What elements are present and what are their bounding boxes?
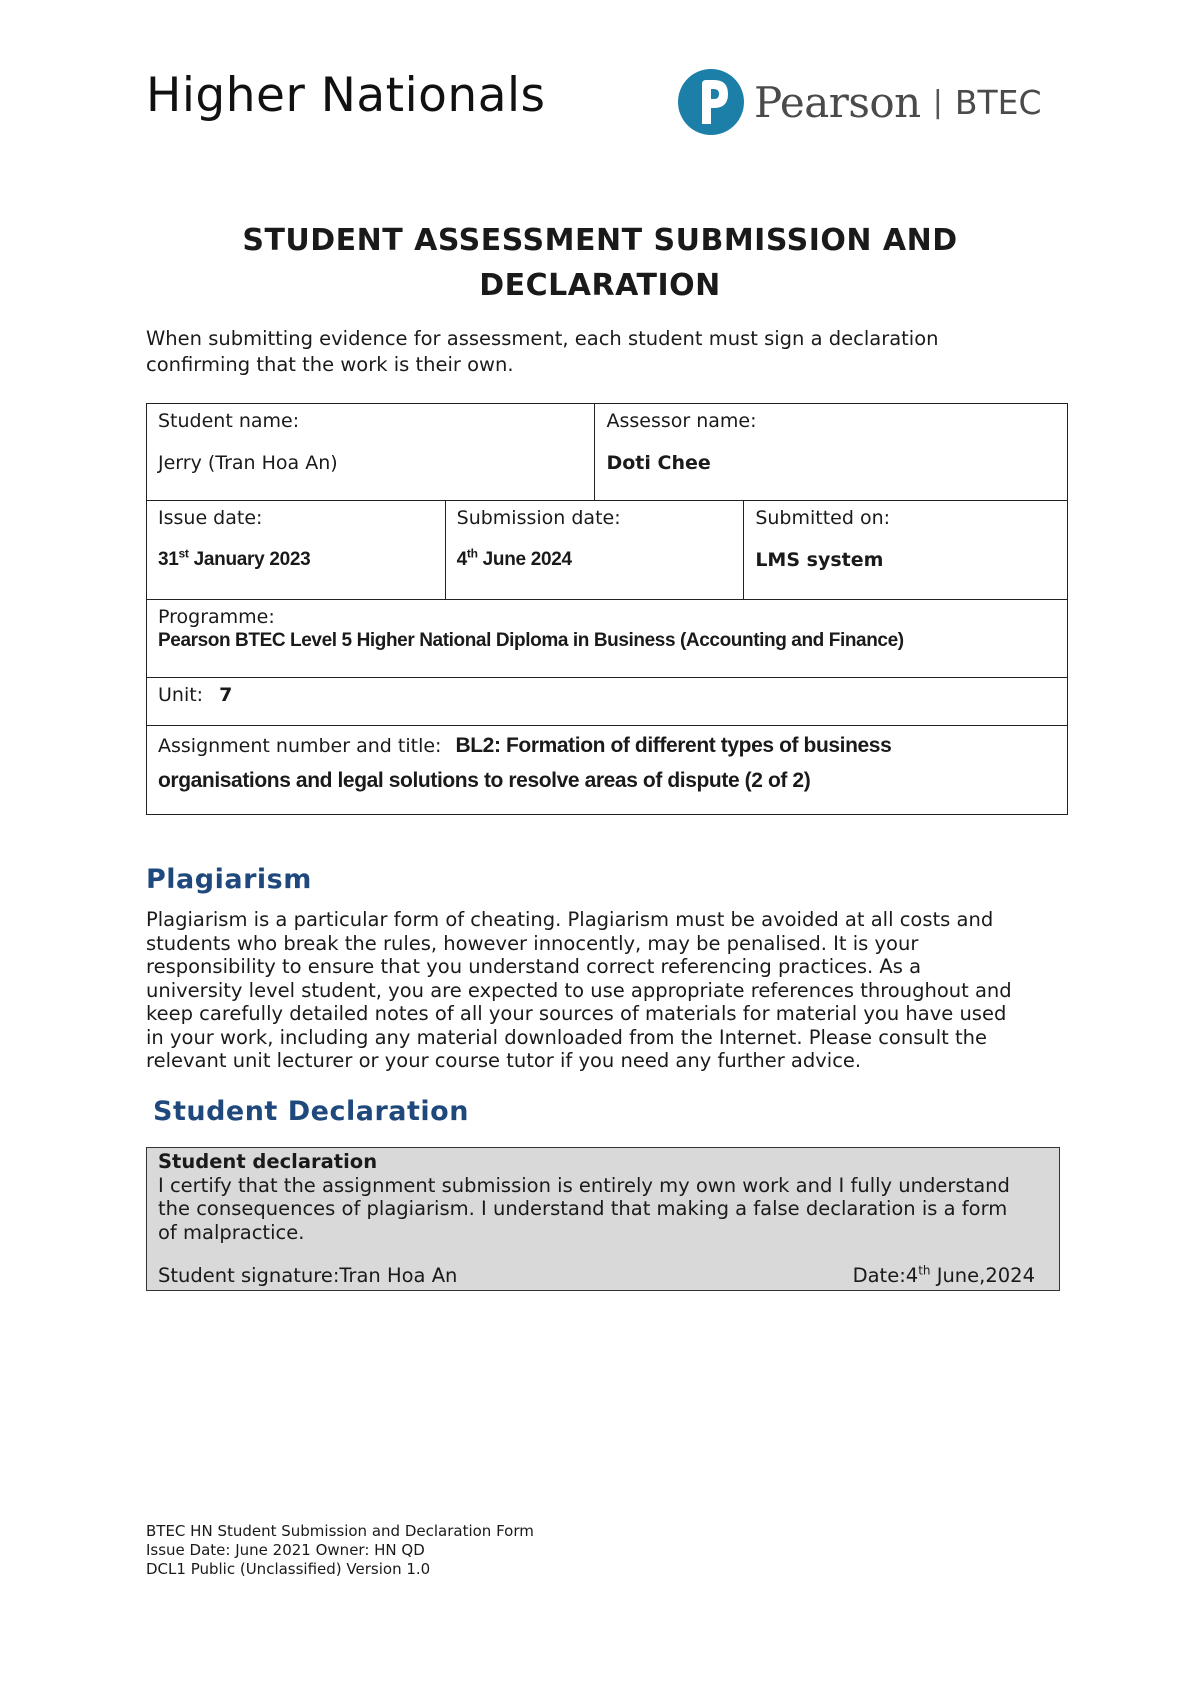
assignment-cell [147, 726, 1068, 815]
document-title-line1: STUDENT ASSESSMENT SUBMISSION AND [242, 223, 958, 258]
issue-date-day: 31 [158, 549, 179, 570]
intro-paragraph [146, 326, 1006, 378]
submission-date-rest: June 2024 [477, 549, 572, 570]
declaration-date-suffix: th [918, 1263, 931, 1278]
issue-date-rest: January 2023 [188, 549, 311, 570]
header-title: Higher Nationals [146, 68, 546, 123]
issue-date-value [158, 546, 434, 571]
logo-brand-text: Pearson [754, 77, 921, 127]
plagiarism-line: students who break the rules, however innocently, may be penalised. It is your [146, 931, 919, 955]
student-name-cell [147, 404, 595, 501]
pearson-btec-logo [678, 64, 1042, 140]
assignment-title-line2: organisations and legal solutions to resolve areas of dispute (2 of 2) [158, 769, 811, 792]
footer-line: DCL1 Public (Unclassified) Version 1.0 [146, 1560, 431, 1578]
submission-date-label: Submission date: [456, 507, 621, 529]
unit-value: 7 [219, 684, 233, 706]
plagiarism-line: university level student, you are expected to use appropriate references throughout and [146, 978, 1012, 1002]
assessor-name-label: Assessor name: [606, 410, 757, 432]
student-name-value: Jerry (Tran Hoa An) [158, 452, 338, 474]
submission-date-value [456, 546, 733, 571]
assignment-title-line1: BL2: Formation of different types of business [455, 734, 892, 757]
declaration-date-prefix: Date:4 [852, 1264, 919, 1287]
unit-label: Unit: [158, 684, 204, 706]
plagiarism-line: responsibility to ensure that you understand correct referencing practices. As a [146, 955, 922, 978]
student-signature: Student signature:Tran Hoa An [158, 1264, 458, 1287]
submission-date-day: 4 [456, 549, 467, 570]
issue-date-label: Issue date: [158, 507, 263, 529]
plagiarism-line: in your work, including any material downloaded from the Internet. Please consult the [146, 1025, 987, 1049]
student-name-label: Student name: [158, 410, 300, 432]
plagiarism-heading: Plagiarism [146, 864, 312, 895]
declaration-box-title: Student declaration [158, 1150, 378, 1173]
assignment-label: Assignment number and title: [158, 735, 442, 757]
declaration-date-rest: June,2024 [930, 1264, 1035, 1287]
submitted-on-label: Submitted on: [755, 507, 891, 529]
submission-date-cell [445, 501, 744, 600]
logo-sub-text: BTEC [954, 82, 1042, 122]
plagiarism-paragraph [146, 908, 1066, 1073]
logo-separator: | [932, 84, 943, 120]
issue-date-cell [147, 501, 446, 600]
intro-line: confirming that the work is their own. [146, 353, 514, 376]
declaration-box [146, 1147, 1060, 1291]
assessor-name-value: Doti Chee [606, 452, 711, 474]
declaration-line: the consequences of plagiarism. I understand that making a false declaration is a form [158, 1197, 1008, 1220]
submission-form-table [146, 403, 1068, 815]
footer-line: Issue Date: June 2021 Owner: HN QD [146, 1541, 425, 1559]
programme-value: Pearson BTEC Level 5 Higher National Diploma in Business (Accounting and Finance) [158, 630, 904, 651]
declaration-line: of malpractice. [158, 1220, 305, 1244]
unit-cell [147, 678, 1068, 726]
footer-line: BTEC HN Student Submission and Declaration Form [146, 1522, 534, 1540]
plagiarism-line: relevant unit lecturer or your course tutor if you need any further advice. [146, 1049, 862, 1072]
student-declaration-heading: Student Declaration [153, 1096, 469, 1127]
declaration-line: I certify that the assignment submission is entirely my own work and I fully understand [158, 1173, 1010, 1197]
programme-label: Programme: [158, 606, 275, 628]
assessor-name-cell [595, 404, 1068, 501]
plagiarism-line: Plagiarism is a particular form of cheating. Plagiarism must be avoided at all costs and [146, 908, 994, 931]
document-title-line2: DECLARATION [479, 268, 721, 303]
declaration-date [853, 1264, 1035, 1288]
plagiarism-line: keep carefully detailed notes of all your sources of materials for material you have used [146, 1002, 1007, 1025]
pearson-logo-icon [678, 66, 744, 138]
signature-row [158, 1264, 1035, 1288]
submitted-on-cell [744, 501, 1068, 600]
intro-line: When submitting evidence for assessment, each student must sign a declaration [146, 327, 939, 350]
submitted-on-value: LMS system [755, 549, 884, 571]
submission-date-suffix: th [466, 546, 478, 561]
programme-cell [147, 600, 1068, 678]
page-footer [146, 1522, 534, 1579]
issue-date-suffix: st [178, 546, 189, 561]
document-title [146, 218, 1054, 308]
